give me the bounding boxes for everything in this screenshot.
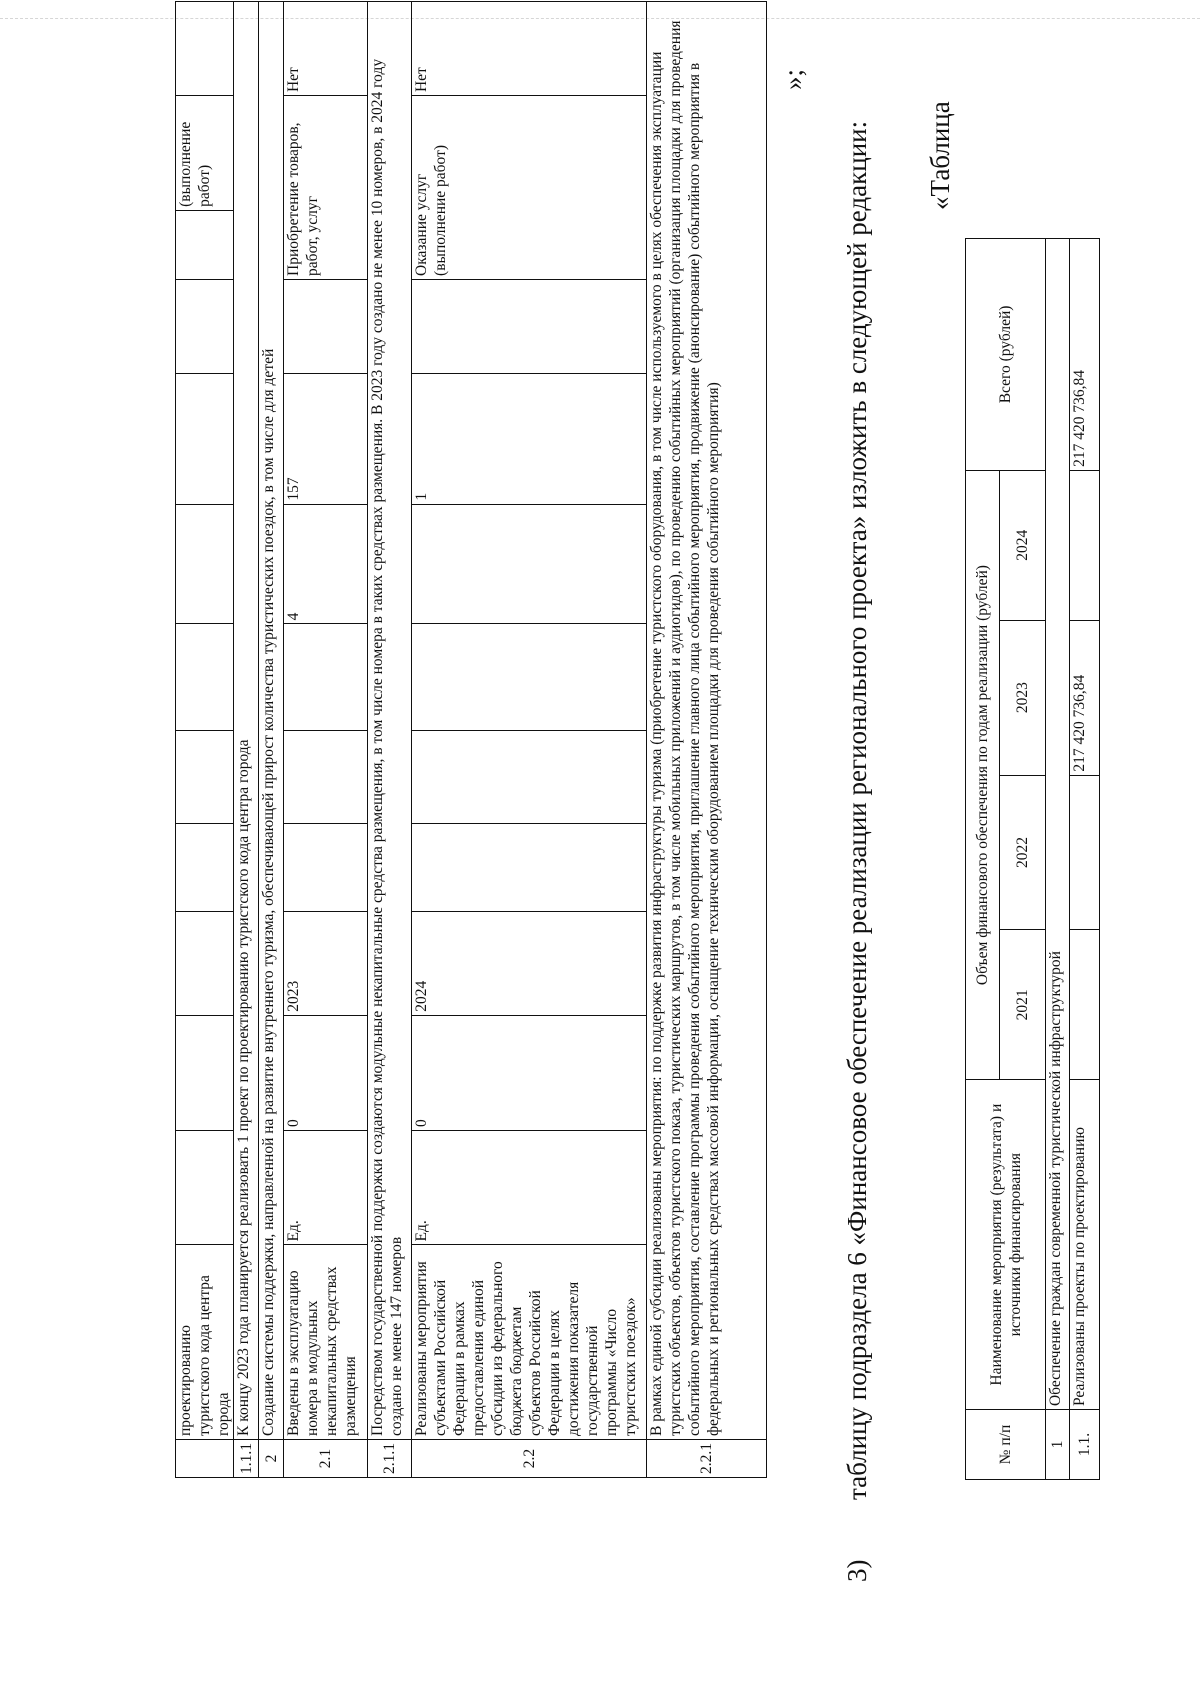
result-type-cell: Приобретение товаров, работ, услуг xyxy=(284,96,368,280)
value-2024-cell: 1 xyxy=(412,374,647,504)
row-description: К концу 2023 года планируется реализовать 1 проект по проектированию туристского кода центра города xyxy=(234,2,259,1440)
table-row xyxy=(234,2,259,1478)
flag-cell: Нет xyxy=(412,2,647,96)
table-row xyxy=(647,2,767,1478)
result-type-cell: (выполнение работ) xyxy=(176,96,234,211)
amendment-paragraph xyxy=(835,12,879,1612)
row-description: В рамках единой субсидии реализованы мероприятия: по поддержке развития инфраструктуры туризма (приобретение туристского оборудования, в том числе используемого в целях обеспечения эксплуатации туристских объектов, объектов туристского показа, туристических маршрутов, в том числе мобильных приложений и аудиогидов), по проведению событийных мероприятий (организация площадки для проведения событийного мероприятия, составление программы проведения событийного мероприятия, приглашение главного лица событийного мероприятия, продвижение (анонсирование) событийного мероприятия в федеральных и региональных средствах массовой информации, оснащение техническим оборудованием площадки для проведения событийного мероприятия) xyxy=(647,2,767,1440)
value-2023-cell: 4 xyxy=(284,504,368,624)
table-row xyxy=(176,2,234,1478)
row-number: 2.1 xyxy=(284,1440,368,1478)
result-indicators-table xyxy=(175,1,767,1478)
header-group: Объем финансового обеспечения по годам реализации (рублей) xyxy=(966,470,1000,1079)
row-number: 2.1.1 xyxy=(368,1440,412,1478)
amount-total-cell: 217 420 736,84 xyxy=(1070,239,1100,471)
paragraph-number: 3) xyxy=(842,1559,872,1582)
row-number: 1.1.1 xyxy=(234,1440,259,1478)
header-total: Всего (рублей) xyxy=(966,239,1046,471)
table-caption: «Таблица xyxy=(925,101,955,210)
measure-name-cell: Реализованы проекты по проектированию xyxy=(1070,1080,1100,1410)
table-row xyxy=(412,2,647,1478)
header-year-2022: 2022 xyxy=(1000,775,1046,930)
base-year-cell: 2024 xyxy=(412,912,647,1016)
row-number: 2.2.1 xyxy=(647,1440,767,1478)
result-type-cell: Оказание услуг (выполнение работ) xyxy=(412,96,647,280)
unit-cell: Ед. xyxy=(412,1130,647,1245)
header-number: № п/п xyxy=(966,1410,1046,1480)
indicator-name-cell: Реализованы мероприятия субъектами Российской Федерации в рамках предоставления единой субсидии из федерального бюджета бюджетам субъектов Российской Федерации в целях достижения показателя государственной программы «Число туристских поездок» xyxy=(412,1245,647,1440)
table-row xyxy=(259,2,284,1478)
table-row xyxy=(284,2,368,1478)
base-value-cell: 0 xyxy=(412,1015,647,1130)
financial-support-table xyxy=(965,238,1100,1480)
unit-cell: Ед. xyxy=(284,1130,368,1245)
header-year-2024: 2024 xyxy=(1000,470,1046,620)
row-number: 2 xyxy=(259,1440,284,1478)
header-year-2023: 2023 xyxy=(1000,620,1046,775)
row-description: Создание системы поддержки, направленной на развитие внутреннего туризма, обеспечивающей прирост количества туристических поездок, в том числе для детей xyxy=(259,2,284,1440)
closing-quote: »; xyxy=(778,68,808,90)
table-row xyxy=(1070,239,1100,1480)
indicator-name-cell: Введены в эксплуатацию номера в модульных некапитальных средствах размещения xyxy=(284,1245,368,1440)
paragraph-text: таблицу подраздела 6 «Финансовое обеспечение реализации регионального проекта» изложить в следующей редакции: xyxy=(842,120,872,1500)
amount-2023-cell: 217 420 736,84 xyxy=(1070,620,1100,775)
value-2024-cell: 157 xyxy=(284,374,368,504)
row-number: 1.1. xyxy=(1070,1410,1100,1480)
indicator-name-cell: проектированию туристского кода центра города xyxy=(176,1245,234,1440)
header-year-2021: 2021 xyxy=(1000,930,1046,1080)
row-number: 1 xyxy=(1046,1410,1070,1480)
table-row xyxy=(1046,239,1070,1480)
row-description: Посредством государственной поддержки создаются модульные некапитальные средства размещения, в том числе номера в таких средствах размещения. В 2023 году создано не менее 10 номеров, в 2024 году создано не менее 147 номеров xyxy=(368,2,412,1440)
table-row xyxy=(368,2,412,1478)
row-number: 2.2 xyxy=(412,1440,647,1478)
table-header-row xyxy=(966,239,1000,1480)
amount-2024-cell xyxy=(1070,470,1100,620)
base-value-cell: 0 xyxy=(284,1015,368,1130)
amount-2021-cell xyxy=(1070,930,1100,1080)
flag-cell: Нет xyxy=(284,2,368,96)
row-description: Обеспечение граждан современной туристической инфраструктурой xyxy=(1046,239,1070,1410)
base-year-cell: 2023 xyxy=(284,912,368,1016)
amount-2022-cell xyxy=(1070,775,1100,930)
header-name: Наименование мероприятия (результата) и источники финансирования xyxy=(966,1080,1046,1410)
